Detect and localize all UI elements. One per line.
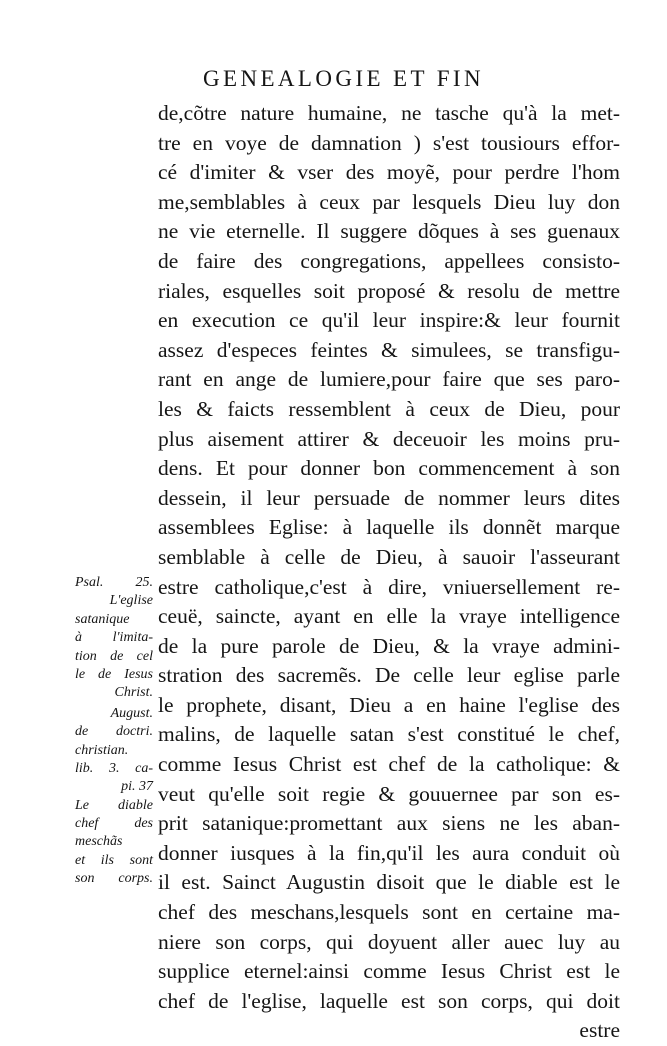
text-line: tre en voye de damnation ) s'est tousiours effor- <box>158 130 620 155</box>
margin-line: satanique <box>75 611 130 627</box>
text-line: dens. Et pour donner bon commencement à son <box>158 456 620 481</box>
text-line: ne vie eternelle. Il suggere dõques à ses guenaux <box>158 219 620 244</box>
text-line: chef des meschans,lesquels sont en certaine ma- <box>158 900 620 925</box>
margin-line: L'eglise <box>109 593 153 609</box>
margin-line: lib. 3. ca- <box>75 760 153 776</box>
text-line: comme Iesus Christ est chef de la catholique: & <box>158 752 620 777</box>
text-line: veut qu'elle soit regie & gouuernee par son es- <box>158 781 620 806</box>
text-line: me,semblables à ceux par lesquels Dieu luy don <box>158 189 620 214</box>
text-line: il est. Sainct Augustin disoit que le diable est le <box>158 870 620 895</box>
margin-notes <box>75 574 153 889</box>
margin-line: meschãs <box>75 834 123 850</box>
margin-line: tion de cel <box>75 648 153 664</box>
text-line: chef de l'eglise, laquelle est son corps, qui doit <box>158 988 620 1013</box>
catchword: estre <box>579 1018 620 1043</box>
body-text <box>158 99 620 1046</box>
text-line: supplice eternel:ainsi comme Iesus Christ est le <box>158 959 620 984</box>
margin-line: pi. 37 <box>121 779 153 795</box>
text-line: stration des sacremẽs. De celle leur eglise parle <box>158 663 620 688</box>
text-line: assemblees Eglise: à laquelle ils donnẽt marque <box>158 515 620 540</box>
margin-line: Psal. 25. <box>75 575 153 590</box>
margin-line: Le diable <box>75 797 153 813</box>
margin-line: de doctri. <box>75 724 153 740</box>
text-line: dessein, il leur persuade de nommer leurs dites <box>158 485 620 510</box>
text-line: riales, esquelles soit proposé & resolu de mettre <box>158 278 620 303</box>
text-line: le prophete, disant, Dieu a en haine l'eglise des <box>158 692 620 717</box>
text-line: semblable à celle de Dieu, à sauoir l'asseurant <box>158 544 620 569</box>
text-line: assez d'especes feintes & simulees, se transfigu- <box>158 337 620 362</box>
text-line: prit satanique:promettant aux siens ne les aban- <box>158 811 620 836</box>
text-line: donner iusques à la fin,qu'il les aura conduit où <box>158 840 620 865</box>
margin-line: christian. <box>75 742 129 758</box>
margin-note-augustin <box>75 705 153 797</box>
text-line: cé d'imiter & vser des moyẽ, pour perdre l'hom <box>158 160 620 185</box>
margin-line: à l'imita- <box>75 630 153 646</box>
margin-line: August. <box>110 705 153 721</box>
text-line: estre catholique,c'est à dire, vniuersellement re- <box>158 574 620 599</box>
text-line: plus aisement attirer & deceuoir les moins pru- <box>158 426 620 451</box>
running-head: GENEALOGIE ET FIN <box>203 66 484 91</box>
text-line: niere son corps, qui doyuent aller auec luy au <box>158 929 620 954</box>
text-line: de la pure parole de Dieu, & la vraye admini- <box>158 633 620 658</box>
text-line: de faire des congregations, appellees consisto- <box>158 248 620 273</box>
text-line: rant en ange de lumiere,pour faire que ses paro- <box>158 367 620 392</box>
margin-line: Christ. <box>114 685 153 701</box>
margin-line: chef des <box>75 816 153 832</box>
margin-note-psalm <box>75 574 153 703</box>
margin-line: et ils sont <box>75 852 153 868</box>
margin-line: son corps. <box>75 871 153 887</box>
text-line: malins, de laquelle satan s'est constitué le chef, <box>158 722 620 747</box>
text-line: les & faicts ressemblent à ceux de Dieu, pour <box>158 396 620 421</box>
text-line: en execution ce qu'il leur inspire:& leur fournit <box>158 308 620 333</box>
margin-note-diable <box>75 797 153 889</box>
text-line: ceuë, saincte, ayant en elle la vraye intelligence <box>158 604 620 629</box>
text-line: de,cõtre nature humaine, ne tasche qu'à la met- <box>158 101 620 125</box>
margin-line: le de Iesus <box>75 666 153 682</box>
